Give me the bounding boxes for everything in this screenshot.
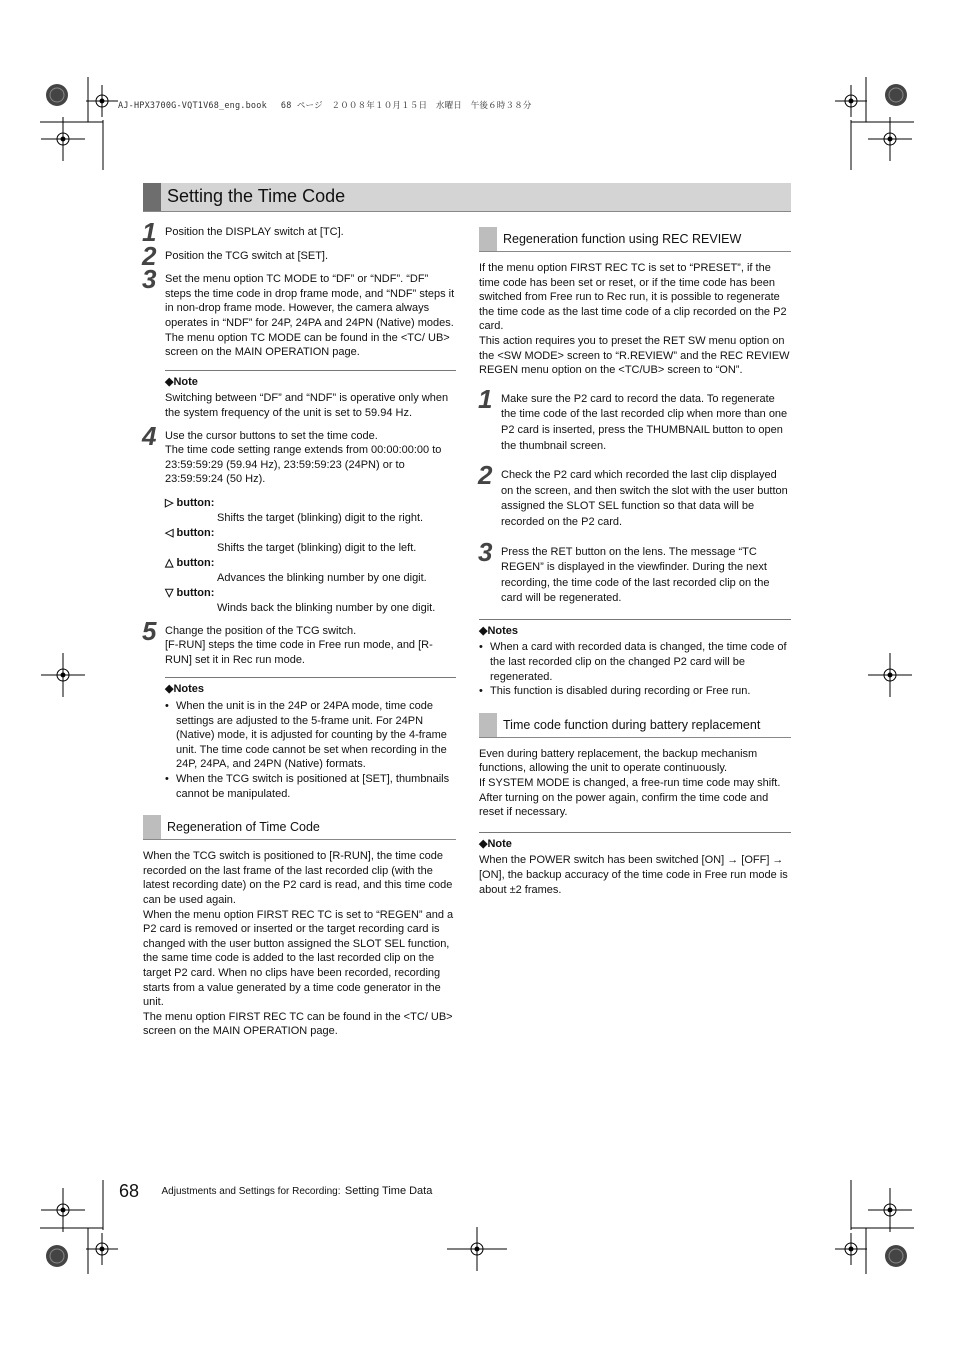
left-button-desc: Shifts the target (blinking) digit to the left. (217, 541, 417, 554)
step-number: 3 (142, 264, 157, 295)
step-4 (142, 420, 456, 487)
subheading-tab (143, 815, 161, 839)
subheading-text: Time code function during battery replacement (503, 717, 761, 732)
step-number: 2 (478, 460, 493, 491)
note-text: When the POWER switch has been switched [ON] → [OFF] → [ON], the backup accuracy of the time code in Free run mode is about ±2 frames. (479, 854, 788, 896)
rec-review-body (479, 261, 791, 378)
print-header-line: AJ-HPX3700G-VQT1V68_eng.book 68 ページ ２００８年１０月１５日 水曜日 午後６時３８分 (118, 101, 532, 111)
step-3 (142, 264, 456, 360)
right-column (479, 227, 791, 905)
subheading-text: Regeneration of Time Code (167, 820, 320, 835)
step-number: 4 (142, 420, 157, 451)
step-text: Position the DISPLAY switch at [TC]. (165, 226, 344, 238)
page-number: 68 (119, 1181, 140, 1201)
left-button-label: ◁ button: (165, 527, 215, 540)
footer-topic: Setting Time Data (344, 1185, 433, 1197)
note-item: • When a card with recorded data is changed, the time code of the last recorded clip on the changed P2 card will be regenerated. (479, 640, 791, 684)
notes-tc-set (165, 677, 456, 801)
note-heading: ◆Note (165, 375, 198, 388)
paragraph: The menu option FIRST REC TC can be found in the <TC/ UB> screen on the MAIN OPERATION page. (143, 1010, 453, 1038)
review-step-2 (478, 460, 791, 530)
subheading-tab (479, 227, 497, 251)
step-text: Set the menu option TC MODE to “DF” or “NDF”. “DF” steps the time code in drop frame mode, and “NDF” steps it in non-drop frame mode. However, the camera always operates in “NDF” for 24P, 24PA and 24PN (Native) modes. (165, 273, 455, 329)
left-column (142, 217, 456, 1039)
step-text: Make sure the P2 card to record the data. To regenerate the time code of the last recorded clip when more than one P2 card is inserted, press the THUMBNAIL button to open the thumbnail screen. (501, 392, 788, 452)
notes-rec-review (479, 619, 791, 699)
note-heading: ◆Notes (165, 683, 205, 696)
step-text: [F-RUN] steps the time code in Free run mode, and [R-RUN] set it in Rec run mode. (165, 639, 433, 666)
footer-section: Adjustments and Settings for Recording: (161, 1186, 341, 1197)
note-item: • When the unit is in the 24P or 24PA mode, time code settings are adjusted to the 5-frame unit. For 24PN (Native) mode, it is adjusted for counting by the 4-frame unit. The time code cannot be set when recording in the 24P, 24PA, and 24PN (Native) formats. (165, 699, 456, 772)
step-text: Use the cursor buttons to set the time code. (165, 429, 378, 442)
cursor-button-list (165, 496, 456, 616)
note-item: • This function is disabled during recording or Free run. (479, 684, 791, 699)
paragraph: When the TCG switch is positioned to [R-RUN], the time code recorded on the last frame of the last recorded clip (with the latest recording date) on the P2 card is read, and this time code can be used again. (143, 850, 453, 906)
step-text: Position the TCG switch at [SET]. (165, 249, 329, 262)
regeneration-body (143, 849, 456, 1039)
down-button-label: ▽ button: (165, 587, 215, 600)
step-2 (142, 240, 456, 271)
step-5 (142, 615, 456, 668)
review-step-1 (478, 383, 791, 454)
up-button-desc: Advances the blinking number by one digit. (217, 571, 427, 584)
subheading-rec-review (479, 227, 791, 252)
step-text: The time code setting range extends from 00:00:00:00 to 23:59:59:29 (59.94 Hz), 23:59:59:23 (24PN) or to 23:59:59:24 (50 Hz). (165, 444, 442, 486)
paragraph: If SYSTEM MODE is changed, a free-run time code may shift. After turning on the power again, confirm the time code and reset if necessary. (479, 777, 781, 819)
subheading-regeneration (143, 815, 456, 840)
note-heading: ◆Note (479, 837, 512, 850)
page-title: Setting the Time Code (167, 186, 346, 206)
step-number: 2 (142, 240, 157, 271)
step-text: Check the P2 card which recorded the last clip displayed on the screen, and then switch the slot with the user button assigned the SLOT SEL function so that data will be recorded on the P2 card. (501, 469, 788, 528)
paragraph: When the menu option FIRST REC TC is set to “REGEN” and a P2 card is removed or inserted or the target recording card is changed with the user button assigned the SLOT SEL function, the same time code is added to the last recorded clip on the target P2 card. When no clips have been recorded, recording starts from a value generated by a time code generator in the unit. (143, 908, 454, 1009)
step-number: 3 (478, 536, 493, 567)
step-1 (142, 217, 456, 247)
battery-body (479, 747, 791, 820)
paragraph: This action requires you to preset the RET SW menu option on the <SW MODE> screen to “R.REVIEW” and the REC REVIEW REGEN menu option on the <TC/UB> screen to “ON”. (479, 334, 790, 377)
step-number: 1 (478, 383, 493, 414)
step-text: Press the RET button on the lens. The message “TC REGEN” is displayed in the viewfinder. During the next recording, the time code of the last recorded clip on the card will be regenerated. (501, 545, 770, 605)
step-number: 5 (142, 615, 157, 646)
paragraph: Even during battery replacement, the backup mechanism functions, allowing the unit to operate continuously. (479, 747, 758, 775)
step-number: 1 (142, 217, 157, 247)
right-button-label: ▷ button: (165, 496, 215, 509)
down-button-desc: Winds back the blinking number by one digit. (217, 602, 436, 615)
page-footer (119, 1181, 432, 1202)
note-df-ndf (165, 370, 456, 421)
subheading-text: Regeneration function using REC REVIEW (503, 232, 742, 246)
step-text: The menu option TC MODE can be found in the <TC/ UB> screen on the MAIN OPERATION page. (165, 331, 450, 359)
note-power-switch (479, 832, 791, 897)
note-item: • When the TCG switch is positioned at [SET], thumbnails cannot be manipulated. (165, 772, 456, 801)
note-text: Switching between “DF” and “NDF” is operative only when the system frequency of the unit is set to 59.94 Hz. (165, 392, 449, 419)
section-title-bar (143, 183, 791, 212)
right-button-desc: Shifts the target (blinking) digit to the right. (217, 511, 424, 524)
note-heading: ◆Notes (479, 624, 519, 637)
step-text: Change the position of the TCG switch. (165, 624, 357, 637)
subheading-battery (479, 713, 791, 738)
up-button-label: △ button: (165, 557, 215, 570)
title-tab (143, 183, 161, 211)
subheading-tab (479, 713, 497, 737)
paragraph: If the menu option FIRST REC TC is set to “PRESET”, if the time code has been set or reset, or if the time code has been switched from Free run to Rec run, it is possible to regenerate the time code as the last time code of a clip recorded on the P2 card. (479, 262, 787, 333)
review-step-3 (478, 536, 791, 607)
